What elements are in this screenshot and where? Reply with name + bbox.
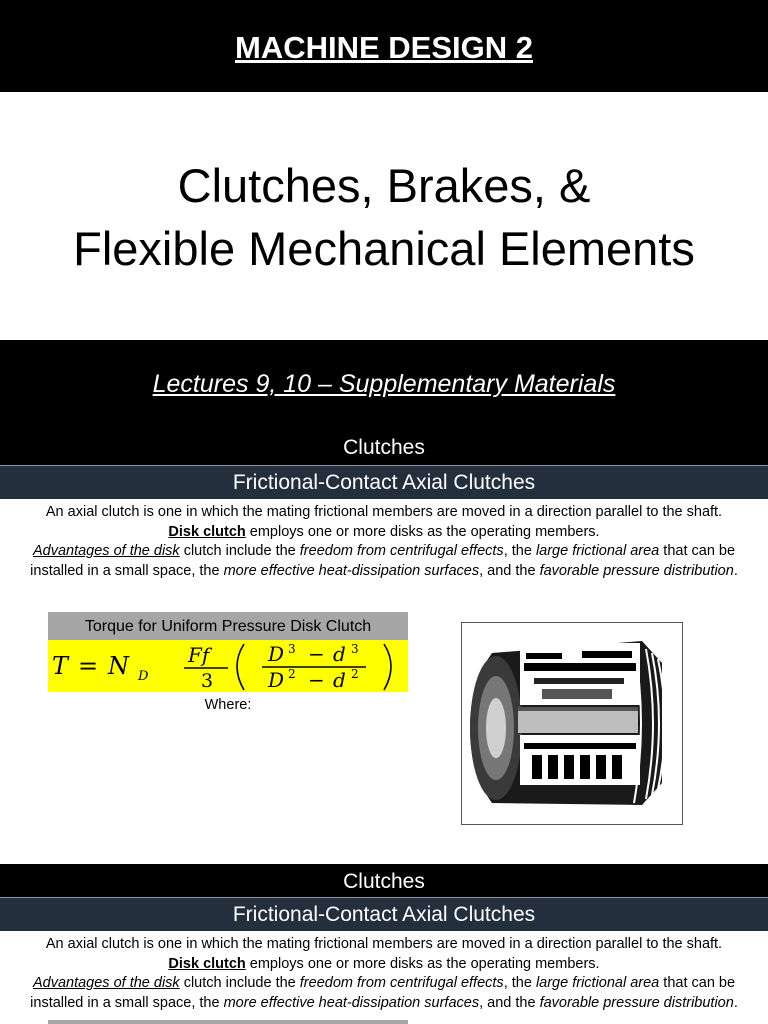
lecture-band xyxy=(0,340,768,465)
formula-inner-den-d: d xyxy=(333,668,346,692)
adv-text-3: that can be installed in a small space, the xyxy=(30,543,736,579)
disk-clutch-desc: employs one or more disks as the operating members. xyxy=(245,523,600,540)
formula-heading: Torque for Uniform Pressure Disk Clutch xyxy=(48,612,408,640)
formula-inner-num-d-exp: 3 xyxy=(351,642,359,656)
main-title-line1: Clutches, Brakes, & xyxy=(177,159,591,212)
adv-emph-4: favorable pressure distribution xyxy=(539,562,734,579)
formula-inner-den-D: D xyxy=(268,668,285,692)
clutch-drawing xyxy=(462,623,682,824)
adv2-text-2: , the xyxy=(503,975,536,991)
formula-inner-den-D-exp: 2 xyxy=(288,667,296,681)
adv2-text-4: , and the xyxy=(479,994,540,1011)
advantages-line-2 xyxy=(14,974,754,1013)
adv-emph-2: large frictional area xyxy=(535,543,660,559)
disk-clutch-term: Disk clutch xyxy=(168,523,246,540)
formula-box xyxy=(48,612,408,713)
adv2-text-5: . xyxy=(733,994,738,1011)
formula-svg xyxy=(48,640,408,692)
adv2-emph-4: favorable pressure distribution xyxy=(539,994,734,1011)
adv-text-2: , the xyxy=(503,543,536,559)
adv2-text-1: clutch include the xyxy=(179,975,300,991)
advantages-term-2: Advantages of the disk xyxy=(32,975,180,991)
advantages-line xyxy=(14,542,754,581)
subheading-2: Frictional-Contact Axial Clutches xyxy=(0,897,768,931)
disk-clutch-desc-2: employs one or more disks as the operating members. xyxy=(245,955,600,972)
formula-inner-num-D: D xyxy=(268,642,285,666)
formula-right-paren xyxy=(384,644,391,690)
title-area xyxy=(0,92,768,340)
definition-line-2: An axial clutch is one in which the mating frictional members are moved in a direction parallel to the shaft. xyxy=(45,936,723,952)
adv2-emph-1: freedom from centrifugal effects xyxy=(299,975,504,991)
description-paragraph xyxy=(14,503,754,581)
adv-emph-3: more effective heat-dissipation surfaces xyxy=(223,562,480,579)
header-band xyxy=(0,0,768,92)
description-paragraph-2 xyxy=(14,935,754,1013)
formula-num: Ff xyxy=(188,643,210,667)
advantages-term: Advantages of the disk xyxy=(32,543,180,559)
formula-inner-num-minus: − xyxy=(308,642,325,666)
formula-inner-num-D-exp: 3 xyxy=(288,642,296,656)
formula-N-sub: D xyxy=(138,669,149,684)
adv-text-5: . xyxy=(733,562,738,579)
disk-clutch-line-2 xyxy=(14,955,754,975)
formula-den: 3 xyxy=(201,670,214,692)
section-label-2: Clutches xyxy=(343,870,425,893)
torque-formula xyxy=(48,640,408,692)
definition-line: An axial clutch is one in which the mating frictional members are moved in a direction parallel to the shaft. xyxy=(45,504,723,520)
section-band-2 xyxy=(0,864,768,897)
formula-inner-den-d-exp: 2 xyxy=(351,667,359,681)
adv2-text-3: that can be installed in a small space, the xyxy=(30,975,736,1011)
main-title xyxy=(0,92,768,280)
disk-clutch-term-2: Disk clutch xyxy=(168,955,246,972)
adv-emph-1: freedom from centrifugal effects xyxy=(299,543,504,559)
formula-T: T xyxy=(52,652,69,680)
disk-clutch-line xyxy=(14,523,754,543)
formula-eq: = xyxy=(78,652,99,680)
disk-clutch-illustration xyxy=(461,622,683,825)
formula-N: N xyxy=(108,652,129,680)
adv-text-1: clutch include the xyxy=(179,543,300,559)
section-label: Clutches xyxy=(343,436,425,459)
adv2-emph-3: more effective heat-dissipation surfaces xyxy=(223,994,480,1011)
course-title: MACHINE DESIGN 2 xyxy=(235,30,533,65)
formula-box-2-top xyxy=(48,1020,408,1024)
formula-inner-den-minus: − xyxy=(308,668,325,692)
formula-inner-num-d: d xyxy=(333,642,346,666)
subheading: Frictional-Contact Axial Clutches xyxy=(0,465,768,499)
where-label: Where: xyxy=(204,697,252,713)
adv2-emph-2: large frictional area xyxy=(535,975,660,991)
formula-left-paren xyxy=(237,644,244,690)
lecture-title: Lectures 9, 10 – Supplementary Materials xyxy=(152,370,616,398)
adv-text-4: , and the xyxy=(479,562,540,579)
main-title-line2: Flexible Mechanical Elements xyxy=(73,222,695,275)
